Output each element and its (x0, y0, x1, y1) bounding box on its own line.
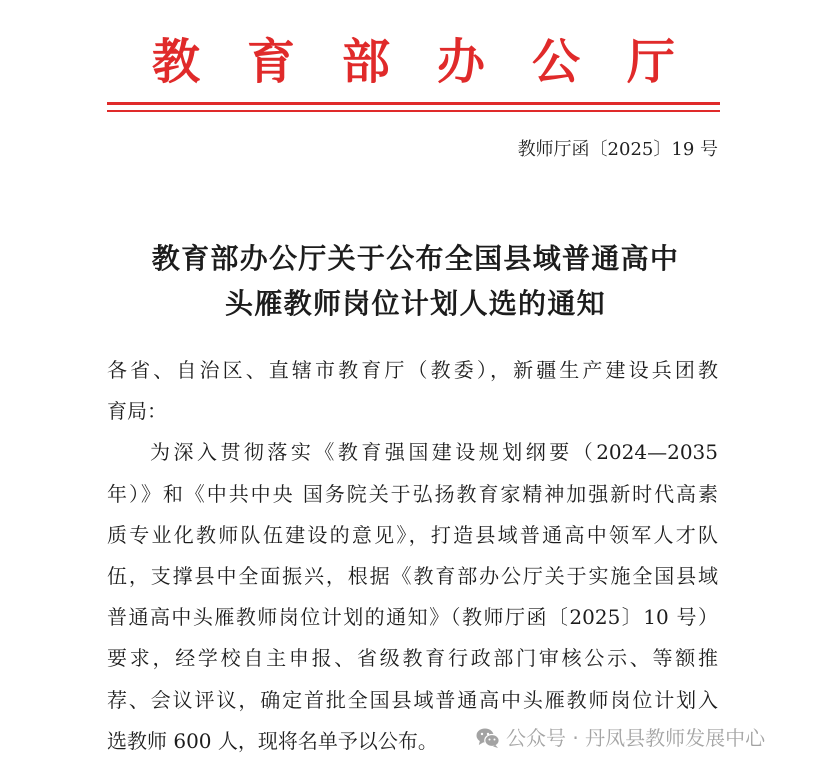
paragraph-line: 年）》和《中共中央 国务院关于弘扬教育家精神加强新时代高素 (107, 481, 718, 506)
red-rule-thin (107, 110, 720, 112)
paragraph-line: 荐、会议评议，确定首批全国县域普通高中头雁教师岗位计划入 (107, 687, 718, 712)
paragraph-line: 普通高中头雁教师岗位计划的通知》（教师厅函〔2025〕10 号） (107, 605, 718, 630)
title-line: 教育部办公厅关于公布全国县域普通高中 (151, 242, 680, 275)
paragraph-line: 选教师 600 人，现将名单予以公布。 (107, 728, 438, 753)
document-number: 教师厅函〔2025〕19 号 (517, 139, 718, 160)
document-title (0, 236, 831, 326)
salutation-line: 育局： (107, 399, 167, 424)
title-line: 头雁教师岗位计划人选的通知 (225, 287, 606, 320)
red-rule-thick (107, 102, 720, 105)
paragraph-line: 要求，经学校自主申报、省级教育行政部门审核公示、等额推 (107, 646, 718, 671)
paragraph-line: 为深入贯彻落实《教育强国建设规划纲要（2024—2035 (150, 440, 718, 465)
document-body (107, 350, 718, 762)
salutation-line: 各省、自治区、直辖市教育厅（教委），新疆生产建设兵团教 (107, 358, 718, 382)
issuer-masthead: 教育部办公厅 (152, 34, 675, 90)
watermark-text: 公众号 · 丹凤县教师发展中心 (506, 726, 766, 750)
paragraph-line: 伍，支撑县中全面振兴，根据《教育部办公厅关于实施全国县域 (107, 563, 718, 588)
watermark (476, 725, 765, 751)
paragraph-line: 质专业化教师队伍建设的意见》，打造县域普通高中领军人才队 (107, 522, 718, 547)
wechat-icon (476, 727, 500, 749)
